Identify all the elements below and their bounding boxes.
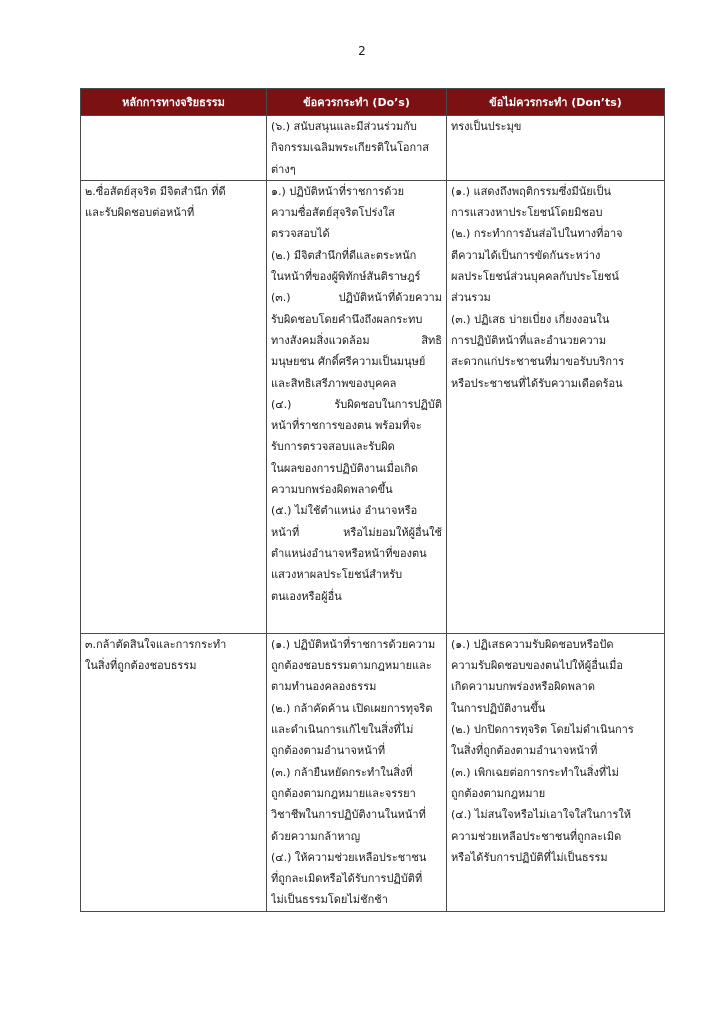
cell-text-line: (๒.) กระทำการอันส่อไปในทางที่อาจ <box>451 227 623 241</box>
cell-donts <box>447 633 665 911</box>
cell-text-line: (๖.) สนับสนุนและมีส่วนร่วมกับ <box>271 120 417 133</box>
cell-text-line: ความรับผิดชอบของตนไปให้ผู้อื่นเมื่อ <box>451 659 623 673</box>
cell-text-line: ความซื่อสัตย์สุจริตโปร่งใส <box>271 206 395 220</box>
cell-principle <box>81 180 267 633</box>
cell-text-line: ไม่เป็นธรรมโดยไม่ชักช้า <box>271 893 388 907</box>
cell-donts <box>447 116 665 181</box>
cell-text-line: ถูกต้องตามกฎหมาย <box>451 786 546 800</box>
cell-text-line: และสิทธิเสรีภาพของบุคคล <box>271 376 397 390</box>
cell-text-line: ในสิ่งที่ถูกต้องตามอำนาจหน้าที่ <box>451 744 598 758</box>
cell-text-line: รับการตรวจสอบและรับผิด <box>271 440 395 454</box>
cell-text-line: ถูกต้องตามอำนาจหน้าที่ <box>271 744 386 758</box>
cell-text-line: (๒.) มีจิตสำนึกที่ดีและตระหนัก <box>271 248 417 262</box>
cell-text-line: มนุษยชน ศักดิ์ศรีความเป็นมนุษย์ <box>271 355 426 369</box>
cell-text-line: ในผลของการปฏิบัติงานเมื่อเกิด <box>271 461 419 475</box>
cell-text-line: ๓.กล้าตัดสินใจและการกระทำ <box>85 637 227 651</box>
cell-text-line: ในการปฏิบัติงานขึ้น <box>451 701 546 715</box>
cell-text-line: ถูกต้องชอบธรรมตามกฎหมายและ <box>271 659 432 673</box>
cell-text-line: ตรวจสอบได้ <box>271 227 330 241</box>
cell-text-line: กิจกรรมเฉลิมพระเกียรติในโอกาส <box>271 141 430 155</box>
cell-text-line: และดำเนินการแก้ไขในสิ่งที่ไม่ <box>271 723 414 737</box>
cell-text-line: หรือประชาชนที่ได้รับความเดือดร้อน <box>451 376 623 390</box>
cell-text-line: สะดวกแก่ประชาชนที่มาขอรับบริการ <box>451 355 625 369</box>
cell-text-line: ในหน้าที่ของผู้พิทักษ์สันติราษฎร์ <box>271 270 421 284</box>
header-donts: ข้อไม่ควรกระทำ (Don’ts) <box>447 89 665 116</box>
cell-dos <box>267 633 447 911</box>
header-dos: ข้อควรกระทำ (Do’s) <box>267 89 447 116</box>
cell-text-line: ๒.ซื่อสัตย์สุจริต มีจิตสำนึก ที่ดี <box>85 184 226 198</box>
cell-text-line: (๒.) ปกปิดการทุจริต โดยไม่ดำเนินการ <box>451 723 634 737</box>
cell-text-line: (๑.) ปฏิเสธความรับผิดชอบหรือปัด <box>451 637 614 651</box>
cell-donts <box>447 180 665 633</box>
cell-text-line: การปฏิบัติหน้าที่และอำนวยความ <box>451 333 607 347</box>
cell-text-line: ตีความได้เป็นการขัดกันระหว่าง <box>451 248 601 262</box>
cell-text-line: ๑.) ปฏิบัติหน้าที่ราชการด้วย <box>271 184 405 198</box>
cell-text-line: ทรงเป็นประมุข <box>451 120 522 133</box>
cell-text-line: (๓.) กล้ายืนหยัดกระทำในสิ่งที่ <box>271 765 413 779</box>
cell-text-line: ในสิ่งที่ถูกต้องชอบธรรม <box>85 659 197 673</box>
header-principle: หลักการทางจริยธรรม <box>81 89 267 116</box>
cell-text-line: ทางสังคมสิ่งแวดล้อม สิทธิ <box>271 333 442 347</box>
page-number: 2 <box>358 44 366 58</box>
cell-text-line: (๓.) ปฏิบัติหน้าที่ด้วยความ <box>271 291 442 305</box>
cell-text-line: แสวงหาผลประโยชน์สำหรับ <box>271 568 403 582</box>
cell-principle <box>81 116 267 181</box>
cell-text-line: ต่างๆ <box>271 162 296 176</box>
cell-text-line: ความช่วยเหลือประชาชนที่ถูกละเมิด <box>451 829 622 843</box>
cell-text-line: (๔.) ไม่สนใจหรือไม่เอาใจใส่ในการให้ <box>451 808 631 822</box>
cell-text-line: หน้าที่ราชการของตน พร้อมที่จะ <box>271 419 422 433</box>
ethics-table <box>80 88 665 912</box>
cell-dos <box>267 180 447 633</box>
cell-text-line: ตำแหน่งอำนาจหรือหน้าที่ของตน <box>271 546 427 560</box>
table-row <box>81 633 665 911</box>
cell-text-line: ตนเองหรือผู้อื่น <box>271 589 342 603</box>
cell-text-line: และรับผิดชอบต่อหน้าที่ <box>85 206 195 220</box>
cell-text-line: (๑.) ปฏิบัติหน้าที่ราชการด้วยความ <box>271 637 436 651</box>
cell-text-line: (๑.) แสดงถึงพฤติกรรมซึ่งมีนัยเป็น <box>451 184 612 198</box>
cell-text-line: วิชาชีพในการปฏิบัติงานในหน้าที่ <box>271 808 426 822</box>
cell-text-line: รับผิดชอบโดยคำนึงถึงผลกระทบ <box>271 312 423 326</box>
cell-text-line: ผลประโยชน์ส่วนบุคคลกับประโยชน์ <box>451 270 619 284</box>
cell-dos <box>267 116 447 181</box>
cell-text-line: หน้าที่ หรือไม่ยอมให้ผู้อื่นใช้ <box>271 525 442 539</box>
cell-text-line: ที่ถูกละเมิดหรือได้รับการปฏิบัติที่ <box>271 872 423 886</box>
cell-text-line: (๒.) กล้าคัดค้าน เปิดเผยการทุจริต <box>271 701 433 715</box>
cell-text-line: เกิดความบกพร่องหรือผิดพลาด <box>451 680 595 694</box>
cell-text-line: (๓.) เพิกเฉยต่อการกระทำในสิ่งที่ไม่ <box>451 765 619 779</box>
cell-text-line: ความบกพร่องผิดพลาดขึ้น <box>271 483 393 497</box>
cell-text-line: (๓.) ปฏิเสธ บ่ายเบี่ยง เกี่ยงงอนใน <box>451 312 610 326</box>
table-header-row <box>81 89 665 116</box>
cell-text-line: ด้วยความกล้าหาญ <box>271 829 361 843</box>
table-row <box>81 116 665 181</box>
cell-text-line: (๔.) รับผิดชอบในการปฏิบัติ <box>271 397 442 411</box>
cell-text-line: การแสวงหาประโยชน์โดยมิชอบ <box>451 206 603 220</box>
cell-principle <box>81 633 267 911</box>
cell-text-line: ตามทำนองคลองธรรม <box>271 680 377 694</box>
cell-text-line: หรือได้รับการปฏิบัติที่ไม่เป็นธรรม <box>451 850 608 864</box>
table-row <box>81 180 665 633</box>
cell-text-line: (๕.) ไม่ใช้ตำแหน่ง อำนาจหรือ <box>271 504 418 518</box>
cell-text-line: (๔.) ให้ความช่วยเหลือประชาชน <box>271 850 427 864</box>
cell-text-line: ถูกต้องตามกฎหมายและจรรยา <box>271 786 416 800</box>
cell-text-line: ส่วนรวม <box>451 291 491 305</box>
